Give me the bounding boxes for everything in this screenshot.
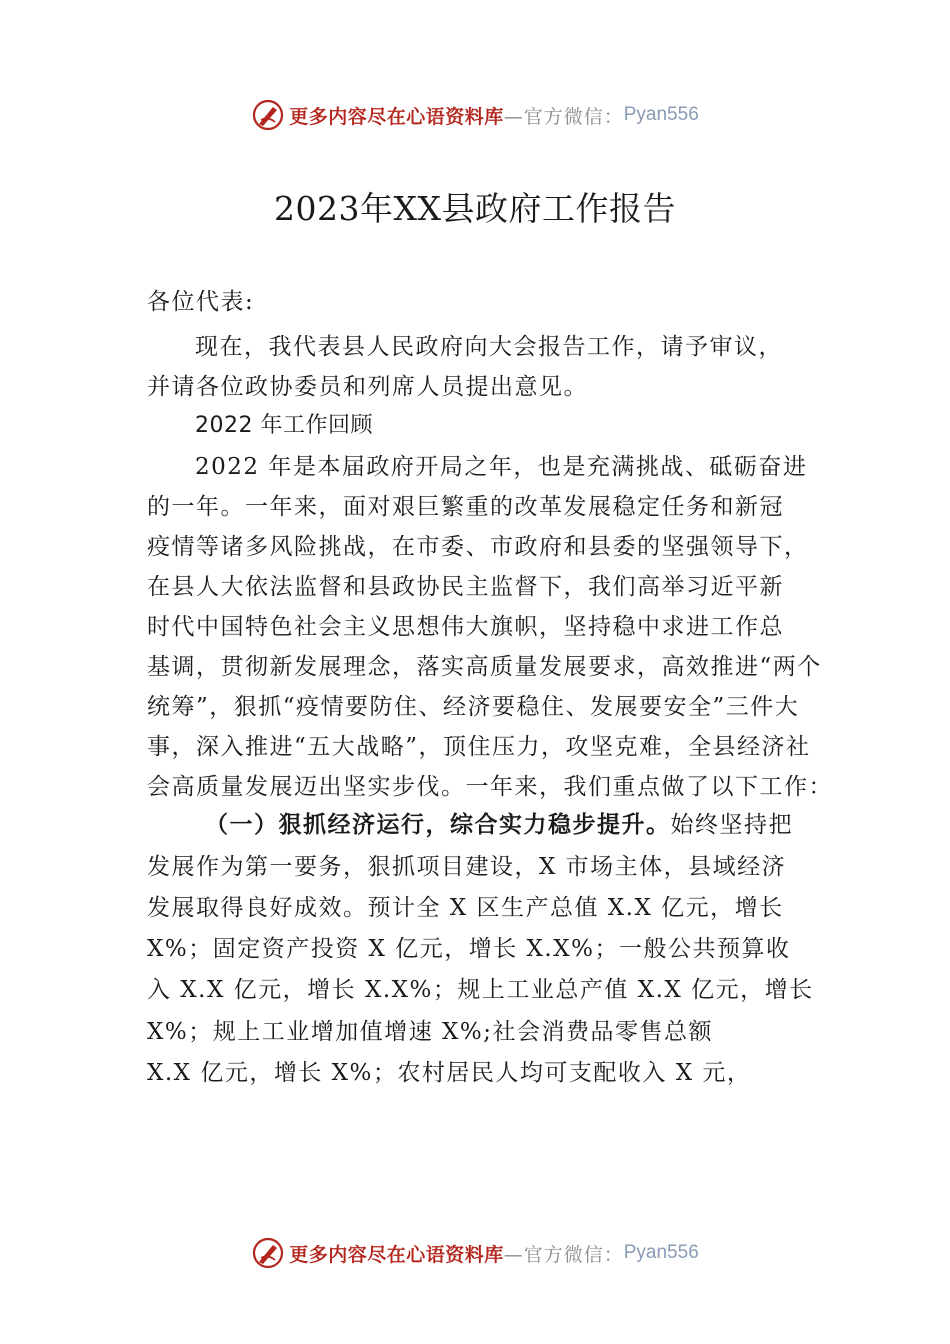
paragraph-line: 基调，贯彻新发展理念，落实高质量发展要求，高效推进“两个 <box>147 654 822 680</box>
greeting: 各位代表: <box>147 289 255 315</box>
watermark-wechat-id: Pyan556 <box>623 1242 699 1263</box>
item1-lead-rest: 始终坚持把 <box>670 812 793 838</box>
watermark-wechat-id: Pyan556 <box>623 104 699 125</box>
section-heading: 2022 年工作回顾 <box>195 413 373 438</box>
paragraph-line: 事，深入推进“五大战略”，顶住压力，攻坚克难，全县经济社 <box>147 734 811 760</box>
watermark-banner-top <box>0 95 950 135</box>
watermark-red-text: 更多内容尽在心语资料库 <box>289 105 504 128</box>
intro-line-2: 并请各位政协委员和列席人员提出意见。 <box>147 374 588 400</box>
paragraph-line: 时代中国特色社会主义思想伟大旗帜，坚持稳中求进工作总 <box>147 614 784 640</box>
paragraph-line: 统筹”，狠抓“疫情要防住、经济要稳住、发展要安全”三件大 <box>147 694 800 720</box>
paragraph-line: 疫情等诸多风险挑战，在市委、市政府和县委的坚强领导下， <box>147 534 809 560</box>
paragraph-line: 2022 年是本届政府开局之年，也是充满挑战、砥砺奋进 <box>195 454 808 480</box>
watermark-gray-text: —官方微信： <box>503 105 624 128</box>
page-title: 2023年XX县政府工作报告 <box>274 189 676 228</box>
paragraph-line: 会高质量发展迈出坚实步伐。一年来，我们重点做了以下工作： <box>147 774 833 800</box>
paragraph-line: 入 X.X 亿元，增长 X.X%；规上工业总产值 X.X 亿元，增长 <box>147 977 814 1003</box>
watermark-red-text: 更多内容尽在心语资料库 <box>289 1243 504 1266</box>
paragraph-line: 在县人大依法监督和县政协民主监督下，我们高举习近平新 <box>147 574 784 600</box>
paragraph-line: 的一年。一年来，面对艰巨繁重的改革发展稳定任务和新冠 <box>147 494 784 520</box>
intro-line-1: 现在，我代表县人民政府向大会报告工作，请予审议， <box>195 334 783 360</box>
paragraph-line: X%；固定资产投资 X 亿元，增长 X.X%；一般公共预算收 <box>147 936 791 962</box>
watermark-banner-bottom <box>0 1233 950 1273</box>
paragraph-line: 发展作为第一要务，狠抓项目建设，X 市场主体，县域经济 <box>147 854 787 880</box>
paragraph-line: 发展取得良好成效。预计全 X 区生产总值 X.X 亿元，增长 <box>147 895 784 921</box>
paragraph-line: X%；规上工业增加值增速 X%;社会消费品零售总额 <box>147 1019 714 1045</box>
item1-lead: （一）狠抓经济运行，综合实力稳步提升。 <box>205 811 671 838</box>
pen-logo-icon <box>251 1236 285 1270</box>
item1-lead-line <box>205 806 875 839</box>
pen-logo-icon <box>251 98 285 132</box>
paragraph-line: X.X 亿元，增长 X%；农村居民人均可支配收入 X 元， <box>147 1060 752 1086</box>
watermark-gray-text: —官方微信： <box>503 1243 624 1266</box>
